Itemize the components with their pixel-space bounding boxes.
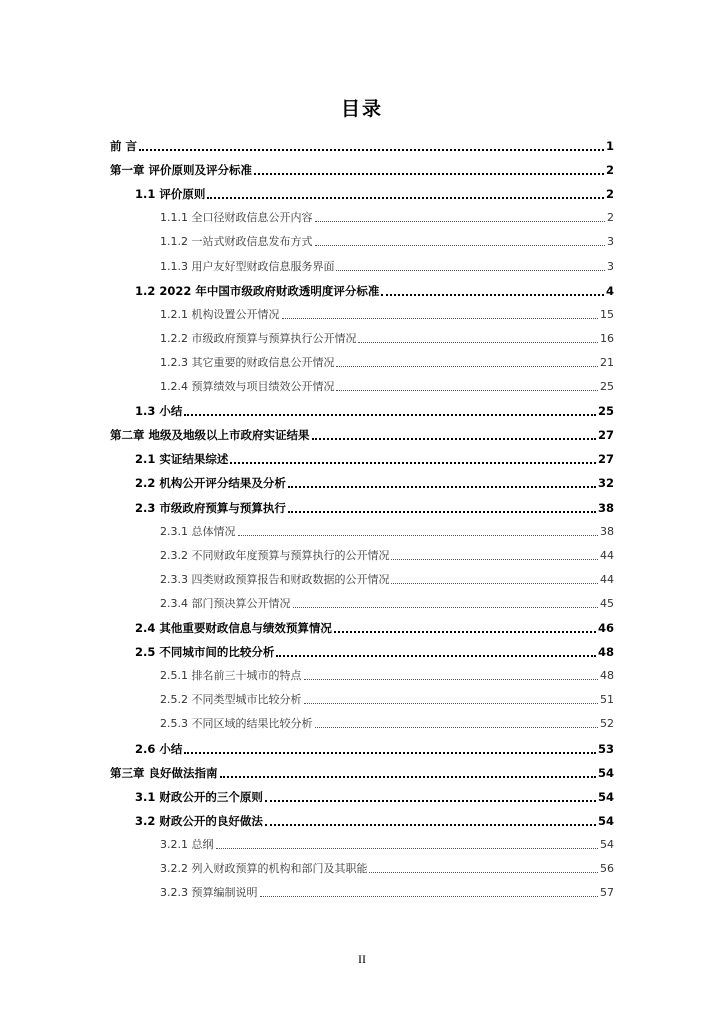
toc-entry[interactable]: [160, 258, 614, 276]
toc-entry-page: 54: [600, 837, 614, 851]
toc-leader-dots: [336, 354, 598, 367]
toc-entry[interactable]: [160, 667, 614, 685]
toc-leader-dots: [304, 691, 599, 704]
toc-entry-label: 3.2.2 列入财政预算的机构和部门及其职能: [160, 862, 368, 875]
toc-entry[interactable]: [160, 233, 614, 251]
toc-entry[interactable]: [160, 306, 614, 324]
toc-leader-dots: [304, 667, 599, 680]
toc-leader-dots: [254, 161, 604, 175]
toc-entry-label: 2.4 其他重要财政信息与绩效预算情况: [135, 621, 332, 635]
toc-entry[interactable]: [160, 860, 614, 878]
toc-entry-page: 54: [597, 813, 614, 828]
toc-entry[interactable]: [160, 836, 614, 854]
toc-entry-page: 1: [605, 139, 614, 153]
toc-entry-page: 48: [597, 645, 614, 660]
toc-entry-page: 15: [600, 307, 614, 321]
toc-leader-dots: [216, 836, 599, 849]
toc-entry-page: 48: [600, 669, 614, 683]
toc-entry-label: 1.2.1 机构设置公开情况: [160, 307, 280, 321]
toc-leader-dots: [139, 137, 604, 151]
toc-leader-dots: [288, 474, 596, 488]
toc-entry[interactable]: [135, 185, 614, 203]
toc-entry[interactable]: [160, 330, 614, 348]
toc-entry[interactable]: [160, 547, 614, 565]
toc-leader-dots: [276, 643, 596, 657]
toc-entry[interactable]: [160, 691, 614, 709]
toc-entry-label: 2.5.1 排名前三十城市的特点: [160, 669, 302, 683]
toc-leader-dots: [220, 764, 596, 778]
toc-entry-label: 第三章 良好做法指南: [110, 765, 218, 780]
toc-entry[interactable]: [135, 619, 614, 637]
toc-leader-dots: [336, 378, 598, 391]
toc-leader-dots: [369, 860, 598, 873]
toc-entry-label: 前 言: [110, 139, 138, 153]
toc-entry[interactable]: [160, 884, 614, 902]
toc-leader-dots: [238, 523, 599, 536]
toc-entry-label: 2.2 机构公开评分结果及分析: [135, 476, 286, 491]
toc-entry[interactable]: [160, 354, 614, 372]
toc-entry-label: 2.3 市级政府预算与预算执行: [135, 500, 286, 515]
toc-entry-page: 2: [607, 211, 614, 225]
toc-entry-label: 2.5.2 不同类型城市比较分析: [160, 693, 302, 707]
toc-leader-dots: [334, 619, 596, 633]
toc-entry-label: 2.6 小结: [135, 741, 183, 756]
toc-leader-dots: [230, 450, 596, 464]
toc-leader-dots: [293, 595, 599, 608]
toc-entry[interactable]: [160, 523, 614, 541]
toc-entry[interactable]: [160, 715, 614, 733]
toc-entry-label: 2.3.3 四类财政预算报告和财政数据的公开情况: [160, 572, 390, 586]
toc-entry-label: 1.1.2 一站式财政信息发布方式: [160, 235, 313, 249]
toc-leader-dots: [282, 306, 599, 319]
toc-leader-dots: [184, 402, 596, 416]
toc-entry-page: 32: [597, 476, 614, 491]
toc-entry-label: 3.2.3 预算编制说明: [160, 886, 258, 900]
toc-entry-label: 2.1 实证结果综述: [135, 452, 229, 467]
toc-leader-dots: [265, 788, 596, 802]
toc-entry[interactable]: [160, 571, 614, 589]
toc-leader-dots: [315, 209, 606, 222]
toc-entry-label: 1.1 评价原则: [135, 187, 206, 202]
toc-entry-label: 3.1 财政公开的三个原则: [135, 789, 263, 804]
toc-entry-page: 21: [600, 355, 614, 369]
page-number: II: [358, 952, 366, 966]
toc-entry-page: 4: [605, 283, 614, 298]
toc-entry[interactable]: [110, 161, 614, 179]
toc-entry-page: 3: [607, 235, 614, 249]
toc-entry-label: 2.3.2 不同财政年度预算与预算执行的公开情况: [160, 548, 390, 562]
toc-entry-page: 56: [600, 862, 614, 875]
toc-entry-label: 2.5 不同城市间的比较分析: [135, 645, 275, 660]
toc-entry[interactable]: [110, 137, 614, 155]
toc-entry-page: 38: [600, 524, 614, 538]
toc-entry[interactable]: [160, 595, 614, 613]
toc-entry-page: 57: [600, 886, 614, 900]
toc-entry-page: 27: [597, 428, 614, 443]
toc-entry-page: 25: [597, 404, 614, 419]
toc-entry-label: 1.2.3 其它重要的财政信息公开情况: [160, 355, 335, 369]
toc-leader-dots: [391, 571, 598, 584]
page-title: 目录: [340, 98, 383, 120]
toc-entry[interactable]: [160, 378, 614, 396]
toc-leader-dots: [336, 258, 605, 271]
toc-entry-page: 46: [597, 621, 614, 635]
toc-entry-page: 45: [600, 596, 614, 610]
toc-entry-page: 54: [597, 789, 614, 804]
toc-entry-page: 38: [597, 500, 614, 515]
toc-leader-dots: [315, 715, 599, 728]
toc-entry-label: 3.2.1 总纲: [160, 837, 214, 851]
toc-entry-page: 51: [600, 693, 614, 707]
toc-entry-page: 27: [597, 452, 614, 467]
toc-entry[interactable]: [135, 402, 614, 420]
toc-entry-page: 3: [607, 259, 614, 273]
toc-entry-label: 1.2 2022 年中国市级政府财政透明度评分标准: [135, 283, 380, 298]
toc-leader-dots: [265, 812, 596, 826]
toc-entry-label: 1.2.4 预算绩效与项目绩效公开情况: [160, 380, 335, 393]
toc-entry[interactable]: [135, 282, 614, 300]
toc-entry[interactable]: [160, 209, 614, 227]
toc-leader-dots: [312, 426, 596, 440]
toc-leader-dots: [184, 740, 596, 754]
toc-entry-label: 2.3.4 部门预决算公开情况: [160, 596, 291, 610]
toc-entry-label: 2.5.3 不同区域的结果比较分析: [160, 717, 313, 731]
toc-entry[interactable]: [135, 788, 614, 806]
toc-entry[interactable]: [135, 499, 614, 517]
toc-entry-label: 2.3.1 总体情况: [160, 524, 236, 538]
toc-entry-label: 1.1.1 全口径财政信息公开内容: [160, 211, 313, 225]
toc-entry-page: 53: [597, 741, 614, 756]
toc-leader-dots: [381, 282, 604, 296]
toc-entry[interactable]: [135, 812, 614, 830]
toc-entry-page: 44: [600, 572, 614, 586]
toc-entry[interactable]: [110, 764, 614, 782]
toc-entry-label: 1.1.3 用户友好型财政信息服务界面: [160, 259, 335, 273]
toc-entry-label: 3.2 财政公开的良好做法: [135, 813, 263, 828]
toc-entry-label: 第二章 地级及地级以上市政府实证结果: [110, 428, 310, 443]
toc-leader-dots: [358, 330, 598, 343]
toc-entry-page: 2: [605, 187, 614, 202]
toc-entry-label: 第一章 评价原则及评分标准: [110, 163, 253, 178]
toc-leader-dots: [288, 499, 596, 513]
toc-entry[interactable]: [135, 643, 614, 661]
toc-leader-dots: [315, 233, 606, 246]
toc-entry-page: 52: [600, 717, 614, 731]
toc-entry-label: 1.3 小结: [135, 404, 183, 419]
toc-entry[interactable]: [135, 450, 614, 468]
toc-leader-dots: [391, 547, 598, 560]
toc-entry-page: 44: [600, 548, 614, 562]
toc-entry-page: 25: [600, 380, 614, 393]
toc-leader-dots: [207, 185, 604, 199]
toc-entry-label: 1.2.2 市级政府预算与预算执行公开情况: [160, 331, 357, 345]
toc-entry[interactable]: [135, 740, 614, 758]
toc-entry-page: 16: [600, 331, 614, 345]
toc-entry[interactable]: [135, 474, 614, 492]
toc-entry-page: 54: [597, 765, 614, 780]
toc-entry[interactable]: [110, 426, 614, 444]
toc-entry-page: 2: [605, 163, 614, 178]
toc-leader-dots: [260, 884, 599, 897]
